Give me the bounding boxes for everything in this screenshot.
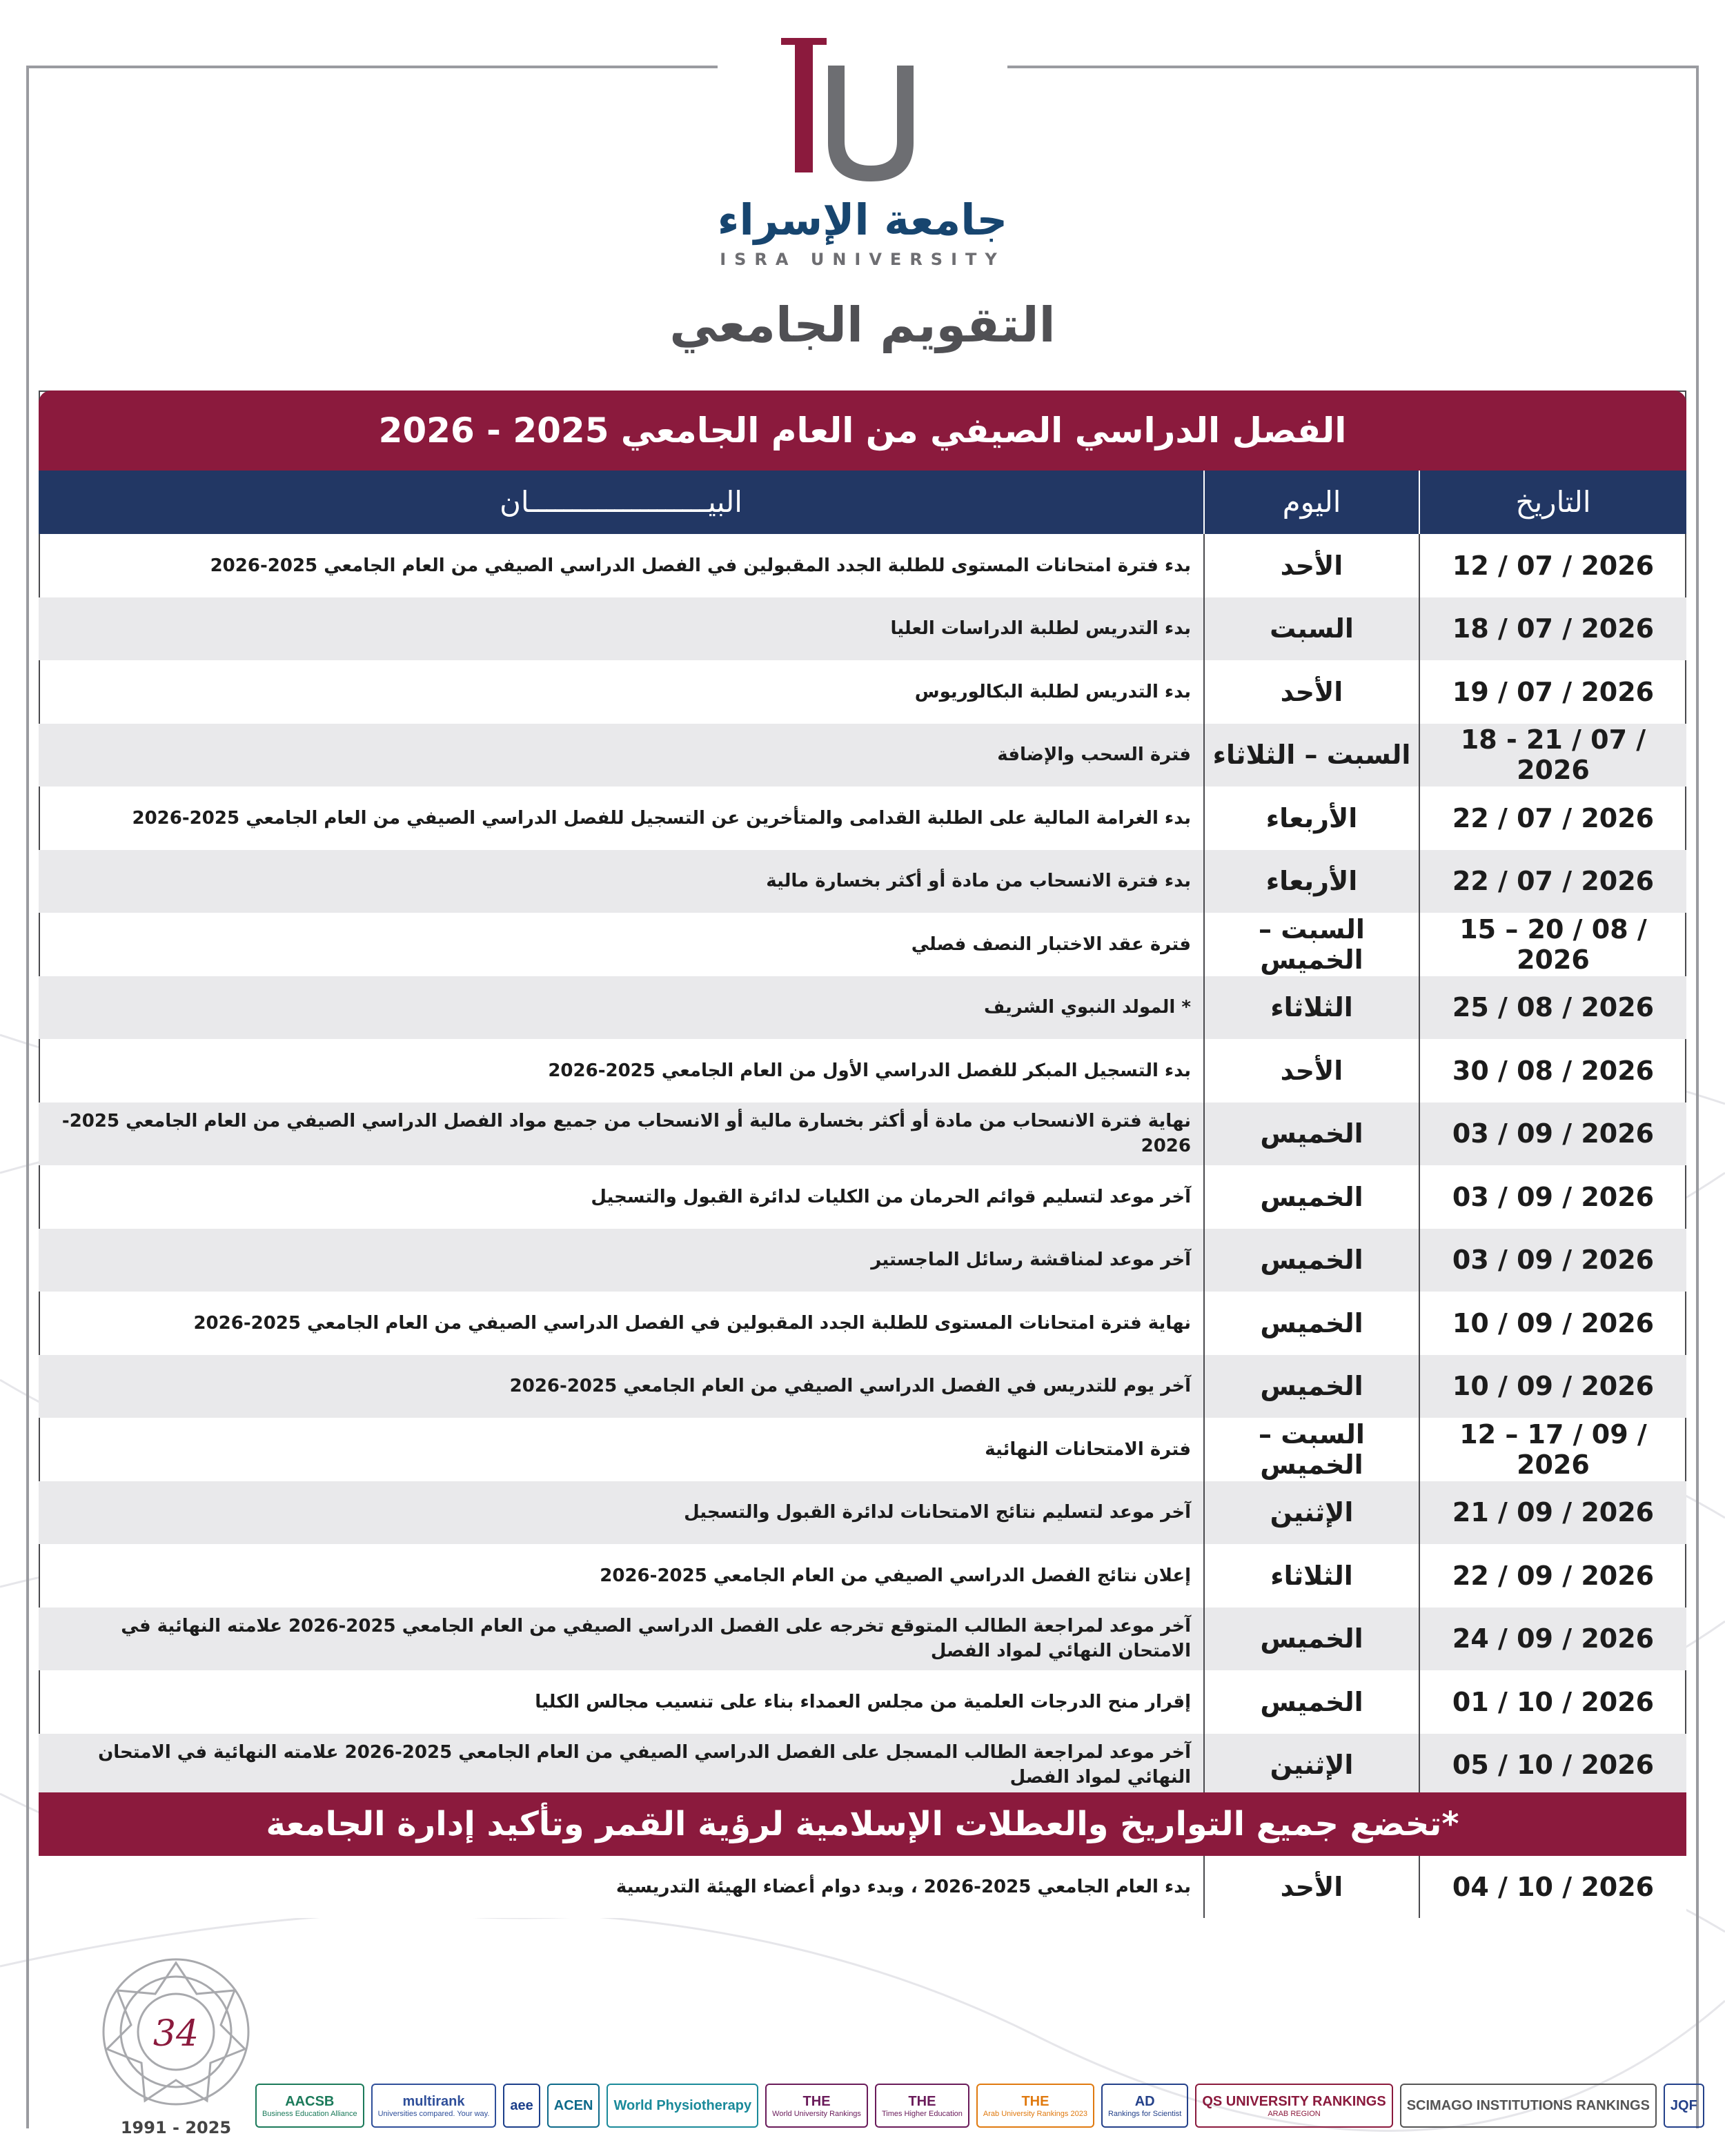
row-description: إقرار منح الدرجات العلمية من مجلس العمداء بناء على تنسيب مجالس الكليا bbox=[535, 1691, 1191, 1712]
page-title: التقويم الجامعي bbox=[669, 297, 1056, 353]
row-day: الإثنين bbox=[1203, 1481, 1419, 1545]
ad-scientific-logo bbox=[1101, 2084, 1188, 2128]
scimago-logo bbox=[1400, 2084, 1657, 2128]
table-row bbox=[39, 1856, 1686, 1918]
row-description: بدء العام الجامعي 2025-2026 ، وبدء دوام أعضاء الهيئة التدريسية bbox=[615, 1876, 1191, 1897]
row-day: الأحد bbox=[1203, 534, 1419, 597]
table-row bbox=[39, 1418, 1686, 1481]
multirank-logo bbox=[371, 2084, 497, 2128]
table-row bbox=[39, 850, 1686, 913]
table-row bbox=[39, 724, 1686, 787]
row-day: الأربعاء bbox=[1203, 850, 1419, 913]
row-date: 22 / 09 / 2026 bbox=[1419, 1544, 1686, 1608]
logo-text: QS UNIVERSITY RANKINGS bbox=[1202, 2093, 1386, 2109]
logo-subtext: World University Rankings bbox=[772, 2109, 861, 2118]
logo-text: SCIMAGO INSTITUTIONS RANKINGS bbox=[1406, 2097, 1650, 2113]
row-description: بدء التدريس لطلبة الدراسات العليا bbox=[890, 618, 1191, 640]
row-date: 18 / 07 / 2026 bbox=[1419, 597, 1686, 661]
aee-logo bbox=[503, 2084, 540, 2128]
row-description: فترة عقد الاختبار النصف فصلي bbox=[911, 933, 1191, 955]
table-row bbox=[39, 1670, 1686, 1734]
row-description: * المولد النبوي الشريف bbox=[983, 997, 1191, 1018]
row-description: إعلان نتائج الفصل الدراسي الصيفي من العام الجامعي 2025-2026 bbox=[600, 1565, 1191, 1586]
table-row bbox=[39, 1292, 1686, 1355]
row-description: آخر موعد لمراجعة الطالب المسجل على الفصل الدراسي الصيفي من العام الجامعي 2025-2026 علامته النهائية في الامتحان النهائي لمواد الفصل bbox=[98, 1741, 1191, 1788]
row-description: فترة الامتحانات النهائية bbox=[985, 1438, 1191, 1460]
row-description: بدء التدريس لطلبة البكالوريوس bbox=[914, 681, 1191, 702]
row-date: 12 – 17 / 09 / 2026 bbox=[1419, 1418, 1686, 1481]
row-date: 19 / 07 / 2026 bbox=[1419, 660, 1686, 724]
row-description: آخر موعد لتسليم قوائم الحرمان من الكليات لدائرة القبول والتسجيل bbox=[591, 1186, 1191, 1207]
table-row bbox=[39, 1165, 1686, 1229]
table-row bbox=[39, 534, 1686, 597]
row-date: 30 / 08 / 2026 bbox=[1419, 1039, 1686, 1102]
row-date: 22 / 07 / 2026 bbox=[1419, 787, 1686, 850]
table-row bbox=[39, 1102, 1686, 1166]
logo-text: ACEN bbox=[553, 2097, 593, 2113]
logo-text: JQF bbox=[1670, 2097, 1697, 2113]
row-day: السبت – الخميس bbox=[1203, 913, 1419, 976]
row-date: 03 / 09 / 2026 bbox=[1419, 1229, 1686, 1292]
world-physiotherapy-logo bbox=[607, 2084, 758, 2128]
anniversary-badge-icon bbox=[97, 1952, 255, 2111]
row-date: 10 / 09 / 2026 bbox=[1419, 1292, 1686, 1355]
logo-text: AD bbox=[1134, 2093, 1155, 2109]
logo-subtext: Arab University Rankings 2023 bbox=[983, 2109, 1087, 2118]
row-day: السبت bbox=[1203, 597, 1419, 661]
row-date: 03 / 09 / 2026 bbox=[1419, 1102, 1686, 1166]
row-date: 10 / 09 / 2026 bbox=[1419, 1355, 1686, 1418]
row-day: الخميس bbox=[1203, 1229, 1419, 1292]
accreditation-logos bbox=[255, 2078, 1697, 2133]
university-name-english: ISRA UNIVERSITY bbox=[720, 250, 1005, 269]
column-header-day: اليوم bbox=[1203, 471, 1419, 534]
row-description: بدء فترة الانسحاب من مادة أو أكثر بخسارة مالية bbox=[766, 871, 1191, 892]
row-date: 04 / 10 / 2026 bbox=[1419, 1856, 1686, 1918]
table-row bbox=[39, 660, 1686, 724]
the-arab-rankings-logo bbox=[976, 2084, 1094, 2128]
row-date: 15 – 20 / 08 / 2026 bbox=[1419, 913, 1686, 976]
table-row bbox=[39, 1355, 1686, 1418]
logo-subtext: Business Education Alliance bbox=[262, 2109, 357, 2118]
row-date: 25 / 08 / 2026 bbox=[1419, 976, 1686, 1040]
anniversary-number: 34 bbox=[152, 2013, 199, 2055]
qs-arab-logo bbox=[1195, 2084, 1392, 2128]
table-row bbox=[39, 1229, 1686, 1292]
row-day: الخميس bbox=[1203, 1292, 1419, 1355]
table-row bbox=[39, 1039, 1686, 1102]
logo-subtext: ARAB REGION bbox=[1268, 2109, 1321, 2118]
logo-text: THE bbox=[802, 2093, 831, 2109]
row-date: 18 - 21 / 07 / 2026 bbox=[1419, 724, 1686, 787]
row-date: 21 / 09 / 2026 bbox=[1419, 1481, 1686, 1545]
the-world-rankings-logo bbox=[765, 2084, 868, 2128]
aacsb-logo bbox=[255, 2084, 364, 2128]
row-day: الخميس bbox=[1203, 1165, 1419, 1229]
table-body bbox=[39, 534, 1686, 1797]
logo-subtext: Universities compared. Your way. bbox=[377, 2109, 490, 2118]
column-header-description: البيـــــــــــــــــــــان bbox=[500, 485, 742, 519]
semester-title: الفصل الدراسي الصيفي من العام الجامعي 2025 - 2026 bbox=[39, 390, 1686, 471]
table-row bbox=[39, 1544, 1686, 1608]
row-description: آخر موعد لتسليم نتائج الامتحانات لدائرة القبول والتسجيل bbox=[684, 1502, 1191, 1523]
row-day: الثلاثاء bbox=[1203, 1544, 1419, 1608]
row-date: 01 / 10 / 2026 bbox=[1419, 1670, 1686, 1734]
row-date: 03 / 09 / 2026 bbox=[1419, 1165, 1686, 1229]
acen-logo bbox=[547, 2084, 600, 2128]
logo-text: THE bbox=[908, 2093, 936, 2109]
logo-text: World Physiotherapy bbox=[613, 2097, 752, 2113]
table-row bbox=[39, 1734, 1686, 1797]
logo-subtext: Rankings for Scientist bbox=[1107, 2109, 1182, 2118]
logo-text: multirank bbox=[402, 2093, 465, 2109]
row-day: الأربعاء bbox=[1203, 787, 1419, 850]
logo-text: aee bbox=[510, 2097, 533, 2113]
row-day: الخميس bbox=[1203, 1102, 1419, 1166]
table-row bbox=[39, 1481, 1686, 1545]
table-row bbox=[39, 913, 1686, 976]
row-description: بدء الغرامة المالية على الطلبة القدامى والمتأخرين عن التسجيل للفصل الدراسي الصيفي من العام الجامعي 2025-2026 bbox=[132, 807, 1191, 829]
table-row bbox=[39, 976, 1686, 1040]
row-description: آخر موعد لمناقشة رسائل الماجستير bbox=[871, 1249, 1191, 1271]
logo-text: AACSB bbox=[285, 2093, 335, 2109]
university-logo-icon bbox=[759, 24, 966, 190]
row-day: الأحد bbox=[1203, 660, 1419, 724]
row-date: 24 / 09 / 2026 bbox=[1419, 1608, 1686, 1671]
row-day: الخميس bbox=[1203, 1670, 1419, 1734]
moon-sighting-note: *تخضع جميع التواريخ والعطلات الإسلامية لرؤية القمر وتأكيد إدارة الجامعة bbox=[39, 1792, 1686, 1856]
row-description: نهاية فترة الانسحاب من مادة أو أكثر بخسارة مالية أو الانسحاب من جميع مواد الفصل الدراسي الصيفي من العام الجامعي 2025-2026 bbox=[61, 1110, 1191, 1157]
column-header-date: التاريخ bbox=[1419, 471, 1686, 534]
anniversary-years: 1991 - 2025 bbox=[120, 2118, 232, 2137]
the-higher-education-logo bbox=[875, 2084, 969, 2128]
row-day: الأحد bbox=[1203, 1039, 1419, 1102]
university-name-arabic: جامعة الإسراء bbox=[717, 195, 1008, 245]
row-day: الأحد bbox=[1203, 1856, 1419, 1918]
table-header bbox=[39, 471, 1686, 534]
row-description: بدء فترة امتحانات المستوى للطلبة الجدد المقبولين في الفصل الدراسي الصيفي من العام الجامعي 2025-2026 bbox=[210, 555, 1191, 576]
table-row bbox=[39, 787, 1686, 850]
row-description: فترة السحب والإضافة bbox=[997, 744, 1191, 766]
row-day: السبت – الخميس bbox=[1203, 1418, 1419, 1481]
row-day: الثلاثاء bbox=[1203, 976, 1419, 1040]
row-date: 05 / 10 / 2026 bbox=[1419, 1734, 1686, 1797]
row-date: 22 / 07 / 2026 bbox=[1419, 850, 1686, 913]
table-row bbox=[39, 597, 1686, 661]
row-day: الخميس bbox=[1203, 1355, 1419, 1418]
row-day: الإثنين bbox=[1203, 1734, 1419, 1797]
row-day: الخميس bbox=[1203, 1608, 1419, 1671]
row-description: آخر موعد لمراجعة الطالب المتوقع تخرجه على الفصل الدراسي الصيفي من العام الجامعي 2025-2026 علامته النهائية في الامتحان النهائي لمواد الفصل bbox=[121, 1615, 1191, 1662]
logo-subtext: Times Higher Education bbox=[881, 2109, 963, 2118]
row-description: نهاية فترة امتحانات المستوى للطلبة الجدد المقبولين في الفصل الدراسي الصيفي من العام الجامعي 2025-2026 bbox=[193, 1312, 1191, 1334]
row-description: آخر يوم للتدريس في الفصل الدراسي الصيفي من العام الجامعي 2025-2026 bbox=[509, 1376, 1191, 1397]
row-day: السبت – الثلاثاء bbox=[1203, 724, 1419, 787]
table-row bbox=[39, 1608, 1686, 1671]
row-description: بدء التسجيل المبكر للفصل الدراسي الأول من العام الجامعي 2025-2026 bbox=[548, 1060, 1191, 1081]
logo-text: THE bbox=[1021, 2093, 1049, 2109]
jqf-logo bbox=[1664, 2084, 1704, 2128]
row-date: 12 / 07 / 2026 bbox=[1419, 534, 1686, 597]
